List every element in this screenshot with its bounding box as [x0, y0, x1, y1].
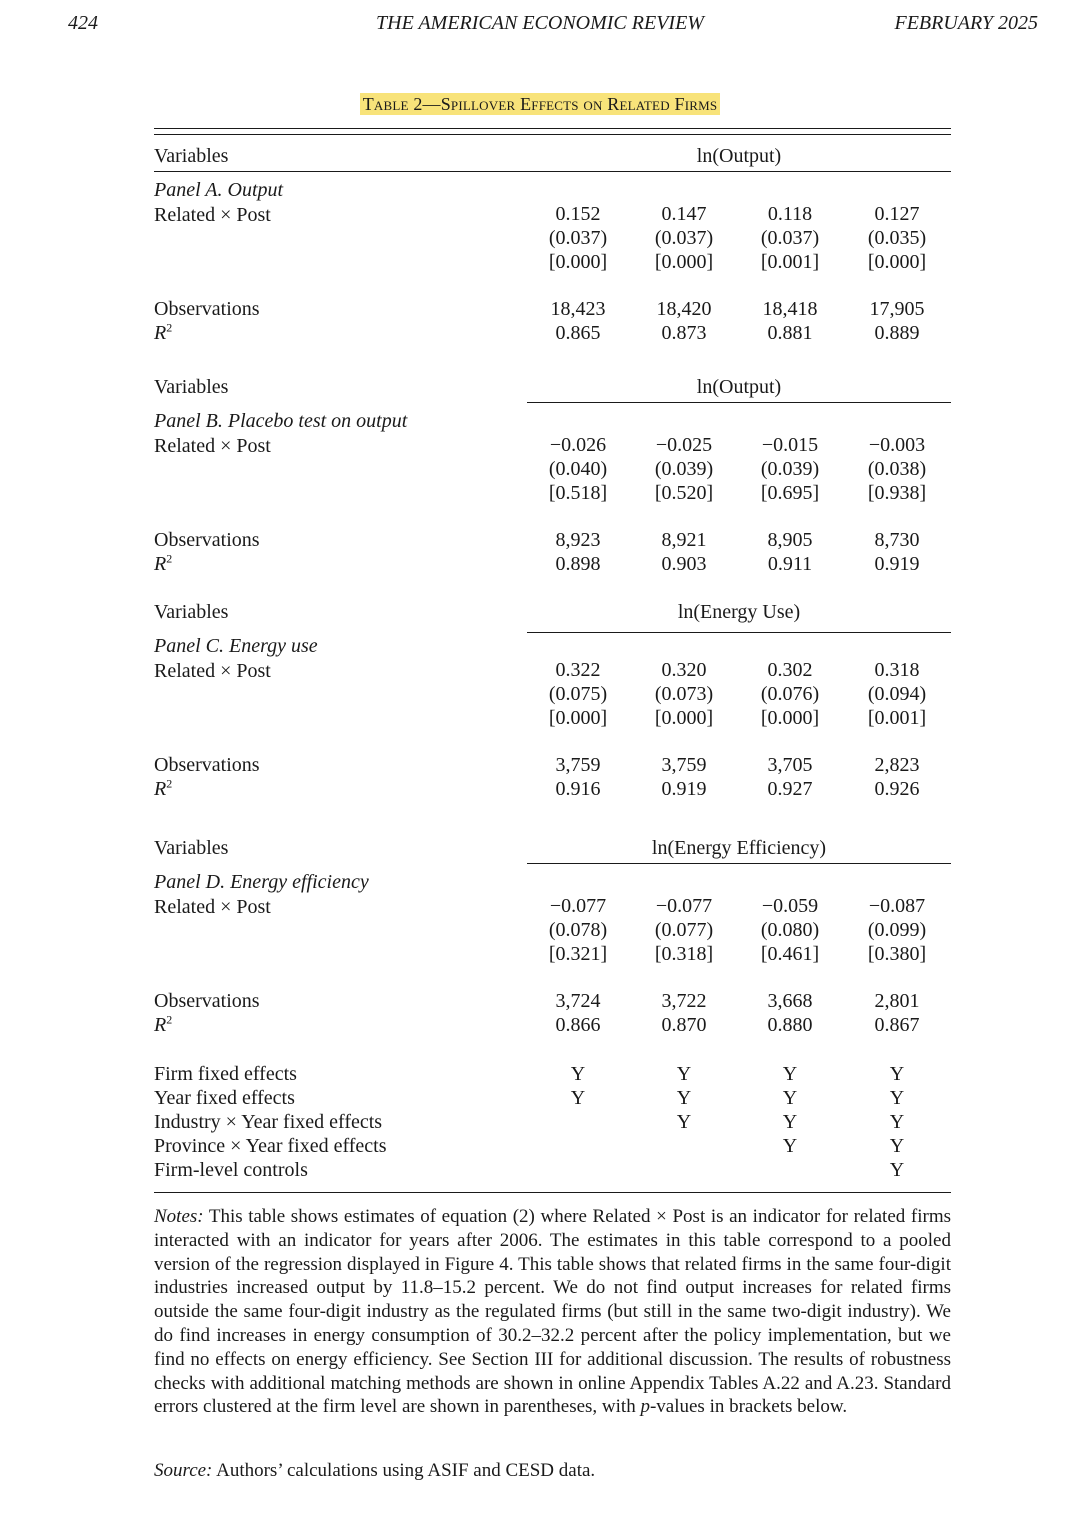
fixed-effect-mark: Y — [889, 1063, 905, 1085]
r-squared-letter: R — [154, 778, 167, 800]
p-value: [0.695] — [760, 482, 820, 504]
r-squared-label — [154, 552, 172, 576]
dependent-variable-header: ln(Energy Use) — [677, 601, 801, 623]
table-source — [154, 1459, 951, 1483]
panel-title: Panel D. Energy efficiency — [154, 871, 369, 893]
p-value: [0.321] — [548, 943, 608, 965]
r-squared-label — [154, 777, 172, 801]
observations-value: 17,905 — [869, 298, 925, 320]
fixed-effect-mark: Y — [889, 1111, 905, 1133]
observations-value: 3,722 — [661, 990, 707, 1012]
standard-error: (0.094) — [867, 683, 927, 705]
coefficient: 0.302 — [767, 659, 813, 681]
observations-value: 2,801 — [874, 990, 920, 1012]
table-title-text: Table 2—Spillover Effects on Related Firms — [360, 93, 721, 115]
variables-label: Variables — [154, 376, 229, 398]
coefficient: 0.118 — [767, 203, 813, 225]
standard-error: (0.075) — [548, 683, 608, 705]
r-squared-letter: R — [154, 1014, 167, 1036]
observations-value: 2,823 — [874, 754, 920, 776]
row-label: Related × Post — [154, 896, 271, 918]
r-squared-superscript: 2 — [166, 776, 173, 791]
r-squared-letter: R — [154, 322, 167, 344]
notes-p-italic: p — [640, 1396, 650, 1418]
r-squared-value: 0.927 — [767, 778, 813, 800]
notes-text-end: -values in brackets below. — [649, 1396, 848, 1418]
p-value: [0.380] — [867, 943, 927, 965]
observations-value: 3,759 — [661, 754, 707, 776]
observations-value: 8,921 — [661, 529, 707, 551]
coefficient: 0.322 — [555, 659, 601, 681]
observations-value: 3,668 — [767, 990, 813, 1012]
bottom-rule — [154, 1192, 951, 1193]
coefficient: −0.026 — [549, 434, 607, 456]
panel-title: Panel A. Output — [154, 179, 284, 201]
p-value: [0.001] — [760, 251, 820, 273]
coefficient: −0.059 — [761, 895, 819, 917]
r-squared-superscript: 2 — [166, 1012, 173, 1027]
row-label: Related × Post — [154, 204, 271, 226]
issue-date: FEBRUARY 2025 — [894, 12, 1038, 34]
fixed-effect-label: Province × Year fixed effects — [154, 1135, 387, 1157]
dependent-variable-header: ln(Output) — [696, 145, 782, 167]
dependent-variable-header: ln(Energy Efficiency) — [651, 837, 827, 859]
p-value: [0.000] — [760, 707, 820, 729]
fixed-effect-mark: Y — [889, 1135, 905, 1157]
fixed-effect-mark: Y — [676, 1111, 692, 1133]
row-label: Related × Post — [154, 435, 271, 457]
fixed-effect-label: Firm fixed effects — [154, 1063, 297, 1085]
p-value: [0.461] — [760, 943, 820, 965]
fixed-effect-mark: Y — [889, 1087, 905, 1109]
r-squared-superscript: 2 — [166, 551, 173, 566]
coefficient: −0.025 — [655, 434, 713, 456]
fixed-effect-label: Year fixed effects — [154, 1087, 295, 1109]
p-value: [0.000] — [867, 251, 927, 273]
standard-error: (0.037) — [654, 227, 714, 249]
journal-name: THE AMERICAN ECONOMIC REVIEW — [376, 12, 704, 34]
observations-value: 18,420 — [656, 298, 712, 320]
p-value: [0.000] — [548, 707, 608, 729]
coefficient: 0.147 — [661, 203, 707, 225]
observations-value: 3,705 — [767, 754, 813, 776]
fixed-effect-mark: Y — [676, 1087, 692, 1109]
standard-error: (0.039) — [760, 458, 820, 480]
p-value: [0.000] — [654, 251, 714, 273]
r-squared-label — [154, 321, 172, 345]
row-label: Related × Post — [154, 660, 271, 682]
observations-value: 8,730 — [874, 529, 920, 551]
variables-label: Variables — [154, 601, 229, 623]
fixed-effect-label: Industry × Year fixed effects — [154, 1111, 383, 1133]
standard-error: (0.099) — [867, 919, 927, 941]
coefficient: −0.003 — [868, 434, 926, 456]
r-squared-value: 0.911 — [767, 553, 813, 575]
r-squared-value: 0.880 — [767, 1014, 813, 1036]
p-value: [0.000] — [654, 707, 714, 729]
standard-error: (0.076) — [760, 683, 820, 705]
header-rule — [154, 171, 951, 172]
observations-value: 8,923 — [555, 529, 601, 551]
observations-value: 3,759 — [555, 754, 601, 776]
r-squared-value: 0.916 — [555, 778, 601, 800]
standard-error: (0.037) — [760, 227, 820, 249]
fixed-effect-mark: Y — [782, 1087, 798, 1109]
notes-label: Notes: — [154, 1206, 204, 1227]
coefficient: 0.152 — [555, 203, 601, 225]
fixed-effect-mark: Y — [889, 1159, 905, 1181]
panel-d-depvar-rule — [527, 863, 951, 864]
panel-title: Panel C. Energy use — [154, 635, 318, 657]
r-squared-value: 0.870 — [661, 1014, 707, 1036]
r-squared-label — [154, 1013, 172, 1037]
standard-error: (0.077) — [654, 919, 714, 941]
fixed-effect-mark: Y — [570, 1063, 586, 1085]
table-title — [0, 94, 1080, 115]
coefficient: 0.320 — [661, 659, 707, 681]
observations-label: Observations — [154, 298, 260, 320]
table-notes — [154, 1205, 951, 1419]
standard-error: (0.038) — [867, 458, 927, 480]
r-squared-value: 0.889 — [874, 322, 920, 344]
r-squared-value: 0.919 — [874, 553, 920, 575]
page-number: 424 — [68, 12, 98, 34]
p-value: [0.520] — [654, 482, 714, 504]
observations-label: Observations — [154, 529, 260, 551]
notes-text: This table shows estimates of equation (2) where Related × Post is an indicator for related firms interacted with an indicator for years after 2006. The estimates in this table correspond to a pooled version of the regression displayed in Figure 4. This table shows that related firms in the same four-digit industries increased output by 11.8–15.2 percent. We do not find output increases for related firms outside the same four-digit industry as the regulated firms (but still in the same two-digit industry). We do find increases in energy consumption of 30.2–32.2 percent after the policy implementation, but we find no effects on energy efficiency. See Section III for additional discussion. The results of robustness checks with additional matching methods are shown in online Appendix Tables A.22 and A.23. Standard errors clustered at the firm level are shown in parentheses, with — [154, 1206, 951, 1418]
standard-error: (0.073) — [654, 683, 714, 705]
r-squared-superscript: 2 — [166, 320, 173, 335]
panel-c-depvar-rule — [527, 632, 951, 633]
observations-value: 8,905 — [767, 529, 813, 551]
r-squared-value: 0.898 — [555, 553, 601, 575]
r-squared-value: 0.865 — [555, 322, 601, 344]
observations-value: 18,423 — [550, 298, 606, 320]
observations-value: 3,724 — [555, 990, 601, 1012]
coefficient: −0.015 — [761, 434, 819, 456]
r-squared-value: 0.919 — [661, 778, 707, 800]
p-value: [0.001] — [867, 707, 927, 729]
observations-label: Observations — [154, 754, 260, 776]
standard-error: (0.040) — [548, 458, 608, 480]
r-squared-value: 0.926 — [874, 778, 920, 800]
standard-error: (0.039) — [654, 458, 714, 480]
p-value: [0.318] — [654, 943, 714, 965]
r-squared-value: 0.903 — [661, 553, 707, 575]
dependent-variable-header: ln(Output) — [696, 376, 782, 398]
fixed-effect-mark: Y — [570, 1087, 586, 1109]
r-squared-value: 0.867 — [874, 1014, 920, 1036]
top-rule — [154, 128, 951, 129]
fixed-effect-mark: Y — [676, 1063, 692, 1085]
fixed-effect-mark: Y — [782, 1135, 798, 1157]
coefficient: 0.318 — [874, 659, 920, 681]
fixed-effect-mark: Y — [782, 1111, 798, 1133]
r-squared-value: 0.866 — [555, 1014, 601, 1036]
panel-b-depvar-rule — [527, 402, 951, 403]
coefficient: 0.127 — [874, 203, 920, 225]
r-squared-value: 0.881 — [767, 322, 813, 344]
p-value: [0.938] — [867, 482, 927, 504]
p-value: [0.518] — [548, 482, 608, 504]
r-squared-letter: R — [154, 553, 167, 575]
variables-label: Variables — [154, 837, 229, 859]
observations-label: Observations — [154, 990, 260, 1012]
variables-label: Variables — [154, 145, 229, 167]
top-rule-double — [154, 134, 951, 135]
coefficient: −0.077 — [655, 895, 713, 917]
fixed-effect-mark: Y — [782, 1063, 798, 1085]
fixed-effect-label: Firm-level controls — [154, 1159, 308, 1181]
standard-error: (0.080) — [760, 919, 820, 941]
source-text: Authors’ calculations using ASIF and CESD data. — [212, 1460, 596, 1481]
standard-error: (0.078) — [548, 919, 608, 941]
coefficient: −0.087 — [868, 895, 926, 917]
standard-error: (0.035) — [867, 227, 927, 249]
r-squared-value: 0.873 — [661, 322, 707, 344]
coefficient: −0.077 — [549, 895, 607, 917]
standard-error: (0.037) — [548, 227, 608, 249]
observations-value: 18,418 — [762, 298, 818, 320]
p-value: [0.000] — [548, 251, 608, 273]
source-label: Source: — [154, 1460, 213, 1481]
panel-title: Panel B. Placebo test on output — [154, 410, 408, 432]
